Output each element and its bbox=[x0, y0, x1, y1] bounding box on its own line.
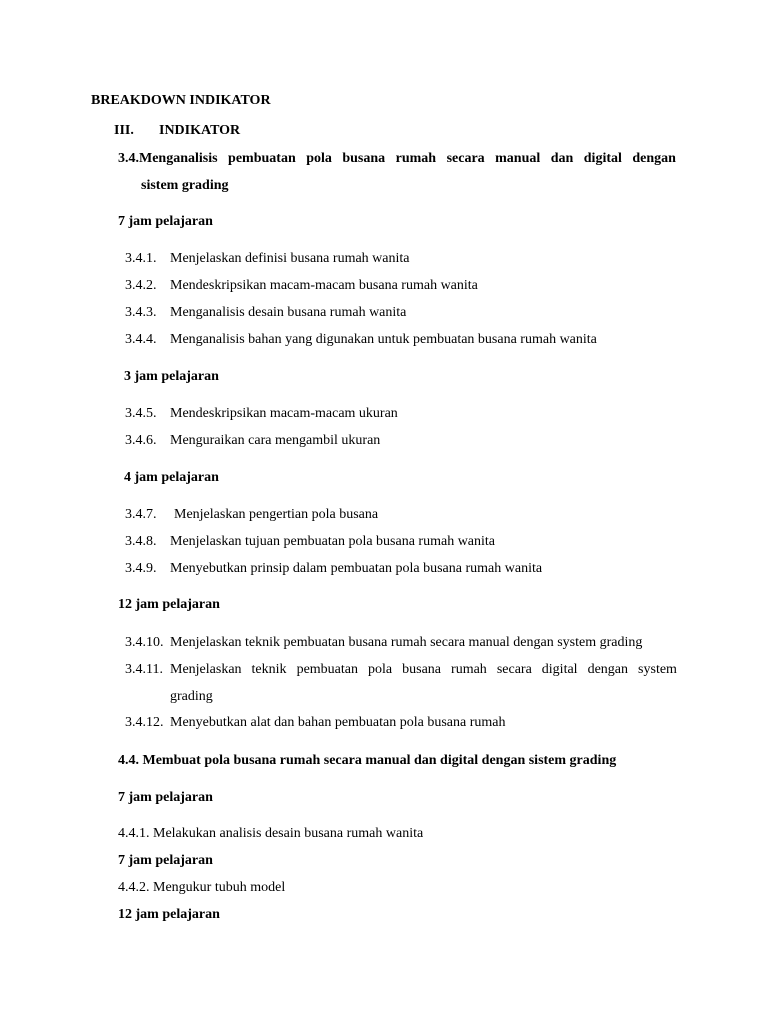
indicator-word: rumah bbox=[451, 662, 487, 677]
indicator-word: busana bbox=[402, 662, 442, 677]
indicator-text: Menguraikan cara mengambil ukuran bbox=[170, 433, 381, 448]
hours-label: 7 jam pelajaran bbox=[118, 790, 213, 805]
indicator-text: Menjelaskan definisi busana rumah wanita bbox=[170, 251, 410, 266]
kd-34-word: pembuatan bbox=[228, 151, 296, 166]
indicator-text: Menganalisis desain busana rumah wanita bbox=[170, 305, 407, 320]
hours-label: 4 jam pelajaran bbox=[124, 470, 219, 485]
kd-34-word: secara bbox=[446, 151, 485, 166]
indicator-text-justified bbox=[170, 663, 677, 677]
hours-label: 12 jam pelajaran bbox=[118, 597, 220, 612]
indicator-number: 3.4.12. bbox=[125, 715, 164, 730]
indicator-number: 3.4.5. bbox=[125, 406, 157, 421]
kd-44-heading: 4.4. Membuat pola busana rumah secara manual dan digital dengan sistem grading bbox=[118, 753, 617, 768]
kd-34-word: digital bbox=[583, 151, 622, 166]
indicator-word: teknik bbox=[251, 662, 287, 677]
indicator-number: 3.4.10. bbox=[125, 635, 164, 650]
indicator-text: Mendeskripsikan macam-macam busana rumah wanita bbox=[170, 278, 478, 293]
kd-34-heading-line2: sistem grading bbox=[141, 178, 229, 193]
indicator-word: digital bbox=[541, 662, 578, 677]
section-number: III. bbox=[114, 123, 134, 138]
hours-label: 7 jam pelajaran bbox=[118, 853, 213, 868]
indicator-word: secara bbox=[496, 662, 532, 677]
indicator-number: 3.4.8. bbox=[125, 534, 157, 549]
indicator-number: 3.4.9. bbox=[125, 561, 157, 576]
hours-label: 12 jam pelajaran bbox=[118, 907, 220, 922]
hours-label: 7 jam pelajaran bbox=[118, 214, 213, 229]
hours-label: 3 jam pelajaran bbox=[124, 369, 219, 384]
indicator-text: Menyebutkan prinsip dalam pembuatan pola busana rumah wanita bbox=[170, 561, 543, 576]
indicator-word: system bbox=[638, 662, 677, 677]
indicator-number: 3.4.2. bbox=[125, 278, 157, 293]
indicator-word: pola bbox=[368, 662, 393, 677]
indicator-number: 3.4.11. bbox=[125, 662, 163, 677]
indicator-text: Menjelaskan tujuan pembuatan pola busana rumah wanita bbox=[170, 534, 496, 549]
kd-34-word: busana bbox=[342, 151, 386, 166]
indicator-number: 3.4.4. bbox=[125, 332, 157, 347]
kd-34-word: dan bbox=[550, 151, 574, 166]
indicator-text: Menganalisis bahan yang digunakan untuk pembuatan busana rumah wanita bbox=[170, 332, 597, 347]
indicator-text: Menyebutkan alat dan bahan pembuatan pola busana rumah bbox=[170, 715, 506, 730]
section-heading: INDIKATOR bbox=[159, 123, 241, 138]
kd-34-heading-line1 bbox=[118, 152, 676, 166]
indicator-word: dengan bbox=[587, 662, 629, 677]
kd-34-word: manual bbox=[495, 151, 541, 166]
kd-34-word: pola bbox=[306, 151, 332, 166]
indicator-number: 3.4.1. bbox=[125, 251, 157, 266]
indicator-number: 3.4.3. bbox=[125, 305, 157, 320]
indicator-text: Mendeskripsikan macam-macam ukuran bbox=[170, 406, 398, 421]
kd-34-word: dengan bbox=[632, 151, 676, 166]
kd-34-word: rumah bbox=[395, 151, 437, 166]
indicator-text: Menjelaskan pengertian pola busana bbox=[174, 507, 379, 522]
indicator-item: 4.4.2. Mengukur tubuh model bbox=[118, 880, 286, 895]
indicator-word: Menjelaskan bbox=[170, 662, 242, 677]
indicator-text-continued: grading bbox=[170, 689, 213, 704]
indicator-number: 3.4.6. bbox=[125, 433, 157, 448]
indicator-item: 4.4.1. Melakukan analisis desain busana rumah wanita bbox=[118, 826, 424, 841]
indicator-text: Menjelaskan teknik pembuatan busana rumah secara manual dengan system grading bbox=[170, 635, 643, 650]
indicator-number: 3.4.7. bbox=[125, 507, 157, 522]
kd-34-word: 3.4.Menganalisis bbox=[118, 151, 218, 166]
document-title: BREAKDOWN INDIKATOR bbox=[91, 93, 271, 108]
indicator-word: pembuatan bbox=[296, 662, 358, 677]
